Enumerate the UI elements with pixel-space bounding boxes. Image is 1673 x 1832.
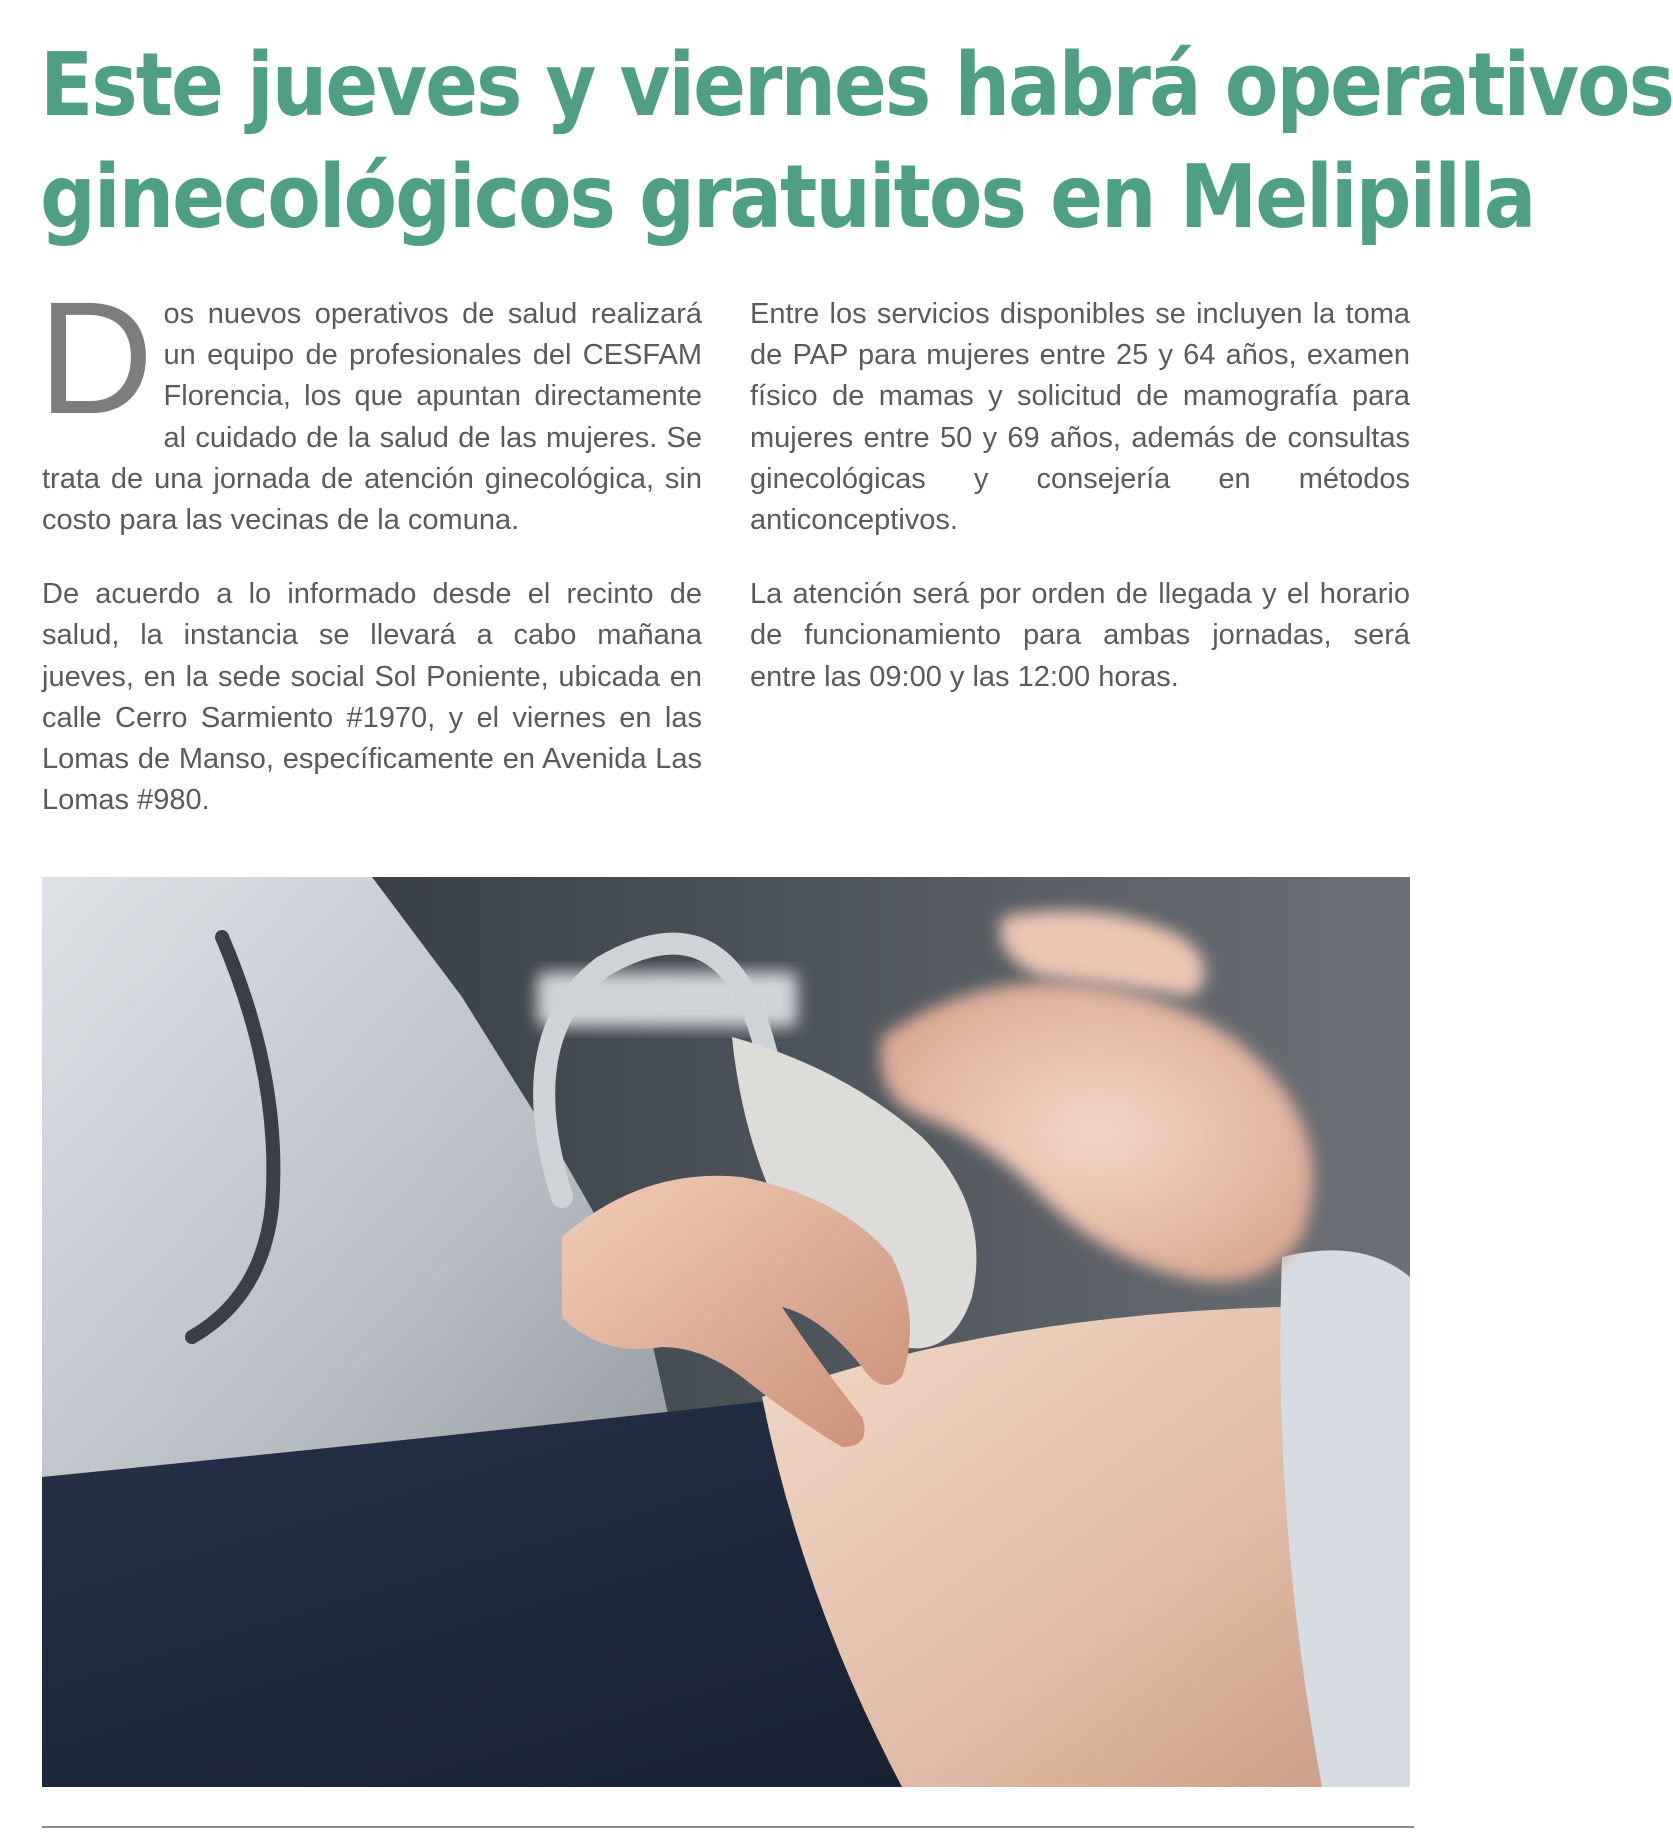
paragraph-intro [38,268,702,541]
paragraph-services: Entre los servicios disponibles se incluyen la toma de PAP para mujeres entre 25 y 64 años, examen físico de mamas y solicitud de mamografía para mujeres entre 50 y 69 años, además de consultas ginecológicas y consejería en métodos anticonceptivos. [750,298,1410,537]
bottom-divider [42,1826,1414,1828]
article-photo [42,877,1410,1787]
headline-line-2: ginecológicos gratuitos en Melipilla [40,147,1535,249]
ultrasound-exam-illustration [42,877,1410,1787]
paragraph-schedule: La atención será por orden de llegada y el horario de funcionamiento para ambas jornadas, será entre las 09:00 y las 12:00 horas. [750,578,1410,693]
paragraph-location: De acuerdo a lo informado desde el recinto de salud, la instancia se llevará a cabo mañana jueves, en la sede social Sol Poniente, ubicada en calle Cerro Sarmiento #1970, y el viernes en las Lomas de Manso, específicamente en Avenida Las Lomas #980. [42,578,702,817]
article-column-left [38,268,702,854]
drop-cap: D [38,268,154,447]
article-column-right [750,294,1410,731]
headline-line-1: Este jueves y viernes habrá operativos [40,35,1673,137]
paragraph-intro-text: os nuevos operativos de salud realizará un equipo de profesionales del CESFAM Florencia, los que apuntan directamente al cuidado de la salud de las mujeres. Se trata de una jornada de atención ginecológica, sin costo para las vecinas de la comuna. [42,298,702,537]
article-headline [40,30,1673,254]
